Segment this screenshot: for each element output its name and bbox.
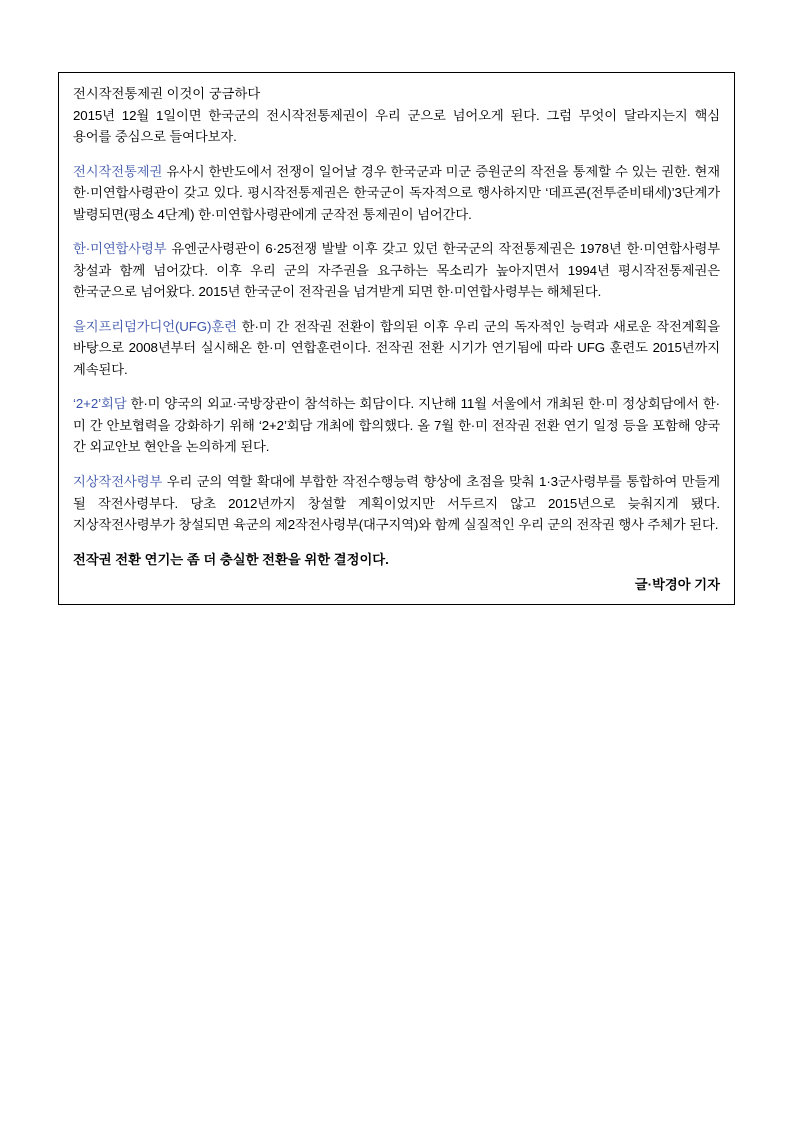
glossary-entry-3 [73,316,720,381]
glossary-term-2: 한·미연합사령부 [73,241,167,257]
glossary-body-text-4: 한·미 양국의 외교·국방장관이 참석하는 회담이다. 지난해 11월 서울에서 개최된 한·미 정상회담에서 한·미 간 안보협력을 강화하기 위해 ‘2+2’회담 개최에 합의했다. 올 7월 한·미 전작권 전환 연기 일정 등을 포함해 양국 간 외교안보 현안을 논의하게 된다. [73,396,720,455]
glossary-term-5: 지상작전사령부 [73,473,163,489]
glossary-entry-4 [73,393,720,458]
glossary-entry-2 [73,238,720,303]
paragraph-spacer [73,225,720,238]
glossary-body-text-1: 유사시 한반도에서 전쟁이 일어날 경우 한국군과 미군 증원군의 작전을 통제할 수 있는 권한. 현재 한·미연합사령관이 갖고 있다. 평시작전통제권은 한국군이 독자적으로 행사하지만 ‘데프콘(전투준비태세)’3단계가 발령되면(평소 4단계) 한·미연합사령관에게 군작전 통제권이 넘어간다. [73,163,720,222]
glossary-body-text-3: 한·미 간 전작권 전환이 합의된 이후 우리 군의 독자적인 능력과 새로운 작전계획을 바탕으로 2008년부터 실시해온 한·미 연합훈련이다. 전작권 전환 시기가 연기됨에 따라 UFG 훈련도 2015년까지 계속된다. [73,318,720,377]
paragraph-spacer [73,148,720,161]
glossary-term-3: 을지프리덤가디언(UFG)훈련 [73,318,237,334]
glossary-term-4: ‘2+2’회담 [73,396,127,412]
glossary-entry-5 [73,471,720,536]
paragraph-spacer [73,536,720,549]
article-conclusion: 전작권 전환 연기는 좀 더 충실한 전환을 위한 결정이다. [73,551,389,567]
article-headline: 전시작전통제권 이것이 궁금하다 [73,86,261,101]
article-box [58,72,735,605]
glossary-term-1: 전시작전통제권 [73,163,163,179]
article-byline: 글·박경아 기자 [634,577,720,593]
article-intro: 2015년 12월 1일이면 한국군의 전시작전통제권이 우리 군으로 넘어오게 된다. 그럼 무엇이 달라지는지 핵심 용어를 중심으로 들여다보자. [73,107,720,145]
paragraph-spacer [73,303,720,316]
glossary-entry-1 [73,161,720,226]
paragraph-spacer [73,380,720,393]
glossary-body-text-5: 우리 군의 역할 확대에 부합한 작전수행능력 향상에 초점을 맞춰 1·3군사령부를 통합하여 만들게 될 작전사령부다. 당초 2012년까지 창설할 계획이었지만 서두르지 않고 2015년으로 늦춰지게 됐다. 지상작전사령부가 창설되면 육군의 제2작전사령부(대구지역)와 함께 실질적인 우리 군의 전작권 행사 주체가 된다. [73,473,720,533]
glossary-body-text-2: 유엔군사령관이 6·25전쟁 발발 이후 갖고 있던 한국군의 작전통제권은 1978년 한·미연합사령부 창설과 함께 넘어갔다. 이후 우리 군의 자주권을 요구하는 목소리가 높아지면서 1994년 평시작전통제권은 한국군으로 넘어왔다. 2015년 한국군이 전작권을 넘겨받게 되면 한·미연합사령부는 해체된다. [73,241,720,300]
paragraph-spacer [73,458,720,471]
